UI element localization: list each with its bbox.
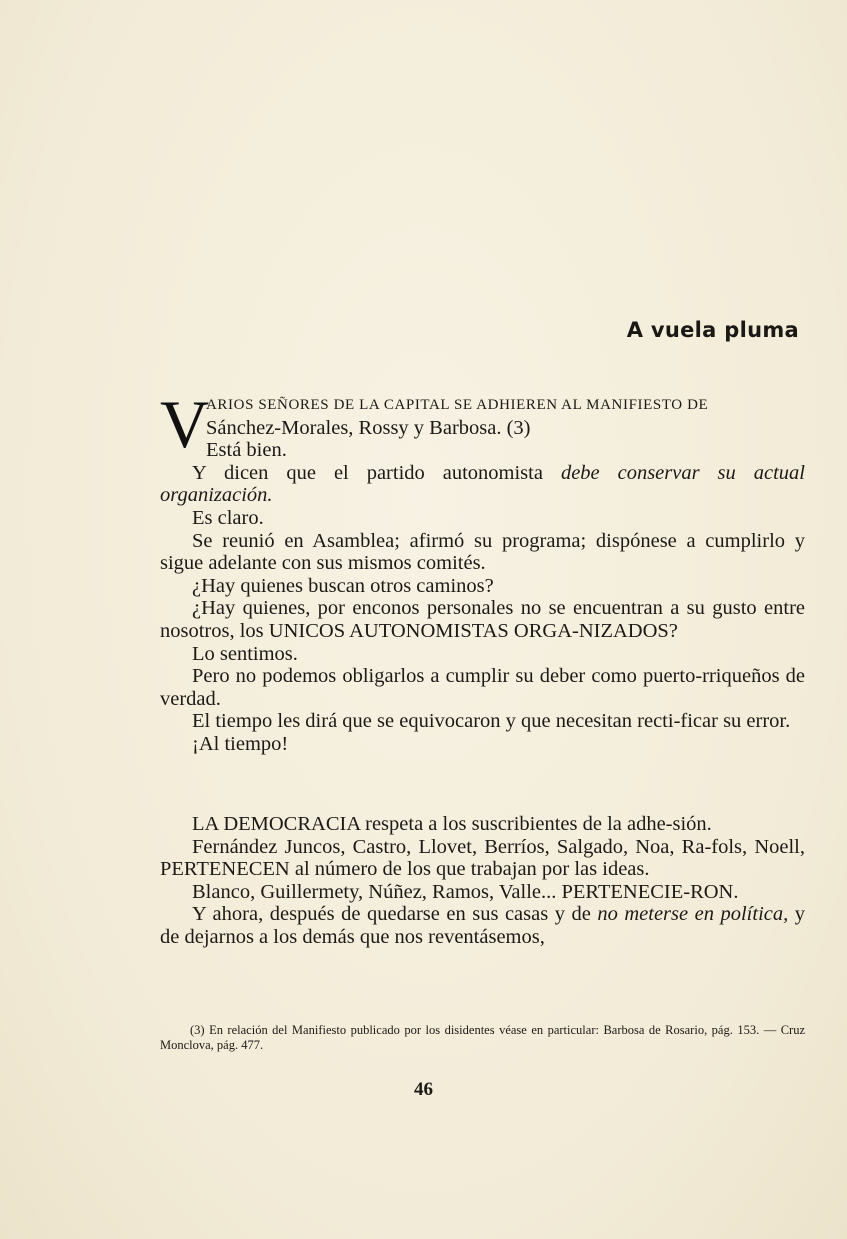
page-number: 46 bbox=[414, 1079, 433, 1100]
paragraph: El tiempo les dirá que se equivocaron y que necesitan recti-ficar su error. bbox=[192, 710, 791, 733]
opening-smallcaps: ARIOS SEÑORES DE LA CAPITAL SE ADHIEREN AL MANIFIESTO DE bbox=[206, 397, 709, 413]
paragraph bbox=[160, 462, 805, 507]
paragraph: ¡Al tiempo! bbox=[192, 732, 289, 755]
paragraph: Se reunió en Asamblea; afirmó su programa; dispónese a cumplirlo y sigue adelante con sus mismos comités. bbox=[160, 529, 805, 575]
paragraph-text: Y ahora, después de quedarse en sus casas y de bbox=[192, 903, 598, 926]
footnote: (3) En relación del Manifiesto publicado por los disidentes véase en particular: Barbosa de Rosario, pág. 153. — Cruz Monclova, pág. 477. bbox=[160, 1023, 805, 1052]
section-title: A vuela pluma bbox=[626, 318, 799, 342]
paragraph: Blanco, Guillermety, Núñez, Ramos, Valle... PERTENECIE-RON. bbox=[192, 880, 739, 903]
paragraph: Fernández Juncos, Castro, Llovet, Berríos, Salgado, Noa, Ra-fols, Noell, PERTENECEN al número de los que trabajan por las ideas. bbox=[160, 835, 805, 881]
second-section bbox=[160, 813, 805, 949]
paragraph: Lo sentimos. bbox=[192, 642, 298, 665]
opening-line bbox=[160, 392, 805, 439]
italic-text: debe conservar su actual organización. bbox=[160, 461, 805, 507]
paragraph: ¿Hay quienes buscan otros caminos? bbox=[192, 574, 494, 597]
italic-text: no meterse en política, bbox=[597, 903, 789, 926]
opening-paragraphs bbox=[160, 386, 805, 756]
paragraph: LA DEMOCRACIA respeta a los suscribientes de la adhe-sión. bbox=[192, 813, 712, 835]
opening-rest: Sánchez-Morales, Rossy y Barbosa. (3) bbox=[206, 416, 531, 439]
paragraph: Es claro. bbox=[192, 506, 264, 529]
paragraph: Pero no podemos obligarlos a cumplir su deber como puerto-rriqueños de verdad. bbox=[160, 665, 805, 710]
paragraph-text: Y dicen que el partido autonomista bbox=[192, 461, 561, 484]
paragraph: ¿Hay quienes, por enconos personales no se encuentran a su gusto entre nosotros, los UNICOS AUTONOMISTAS ORGA-NIZADOS? bbox=[160, 597, 805, 642]
drop-cap: V bbox=[160, 386, 210, 462]
paragraph-text: y de dejarnos a los demás que nos reventásemos, bbox=[160, 903, 806, 948]
paragraph: Está bien. bbox=[206, 439, 287, 462]
paragraph bbox=[160, 903, 805, 948]
